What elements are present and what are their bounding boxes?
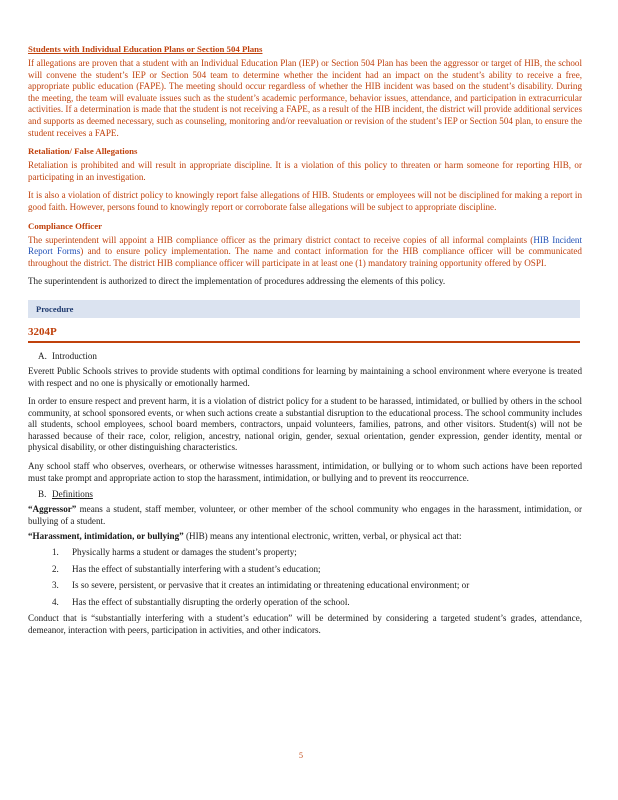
hib-criteria-list — [28, 547, 582, 608]
procedure-code: 3204P — [28, 318, 580, 343]
list-item-number: 3. — [52, 580, 59, 591]
list-item-text: Is so severe, persistent, or pervasive that it creates an intimidating or threatening educational environment; or — [72, 580, 470, 591]
section-a-heading — [28, 350, 582, 362]
document-page — [28, 44, 582, 637]
section-heading-compliance: Compliance Officer — [28, 220, 103, 231]
list-item-number: 2. — [52, 563, 59, 574]
intro-paragraph-2: In order to ensure respect and prevent harm, it is a violation of district policy for a student to be harassed, intimidated, or bullied by others in the school community, at school sponsored events, or when such actions create a substantial disruption to the educational process. The school community includes all students, school employees, school board members, contractors, unpaid volunteers, families, patrons, and other visitors. Student(s) will not be harassed because of their race, color, religion, ancestry, national origin, gender, sexual orientation, gender expression, gender identity, mental or physical disability, or other distinguishing characteristics. — [28, 396, 582, 453]
list-item-text: Has the effect of substantially disrupting the orderly operation of the school. — [72, 596, 350, 607]
section-a-letter: A. — [38, 350, 47, 361]
list-item-number: 4. — [52, 596, 59, 607]
hib-text: (HIB) means any intentional electronic, written, verbal, or physical act that: — [183, 531, 462, 542]
section-heading-iep: Students with Individual Education Plans or Section 504 Plans — [28, 44, 263, 54]
list-item — [28, 580, 582, 592]
superintendent-paragraph: The superintendent is authorized to direct the implementation of procedures addressing the elements of this policy. — [28, 276, 446, 287]
intro-paragraph-3: Any school staff who observes, overhears, or otherwise witnesses harassment, intimidation, or bullying or to whom such actions have been reported must take prompt and appropriate action to stop the harassment, intimidation, or bullying and to prevent its reoccurrence. — [28, 461, 582, 483]
list-item — [28, 564, 582, 576]
page-number: 5 — [299, 751, 303, 760]
section-b-title: Definitions — [52, 489, 93, 500]
aggressor-text: means a student, staff member, volunteer, or other member of the school community who engages in the harassment, intimidation, or bullying of a student. — [28, 504, 582, 526]
compliance-text-2: ) and to ensure policy implementation. The name and contact information for the HIB compliance officer will be communicated throughout the district. The district HIB compliance officer will participate in at least one (1) mandatory training opportunity offered by OSPI. — [28, 246, 582, 268]
section-a-title: Introduction — [52, 350, 97, 361]
compliance-paragraph — [28, 235, 582, 270]
section-b-heading — [28, 488, 582, 500]
section-b-letter: B. — [38, 489, 47, 500]
compliance-text-1: The superintendent will appoint a HIB compliance officer as the primary district contact to receive copies of all informal complaints ( — [28, 234, 534, 245]
hib-term: “Harassment, intimidation, or bullying” — [28, 531, 184, 542]
retaliation-paragraph-1: Retaliation is prohibited and will result in appropriate discipline. It is a violation of this policy to threaten or harm someone for reporting HIB, or participating in an investigation. — [28, 160, 582, 182]
retaliation-paragraph-2: It is also a violation of district policy to knowingly report false allegations of HIB. Students or employees will not be disciplined for making a report in good faith. However, persons found to knowingly report or corroborate false allegations will be subject to appropriate discipline. — [28, 190, 582, 212]
hib-incident-report-forms-link[interactable]: HIB Incident Report Forms — [28, 234, 582, 257]
procedure-bar: Procedure — [28, 300, 580, 318]
conduct-paragraph: Conduct that is “substantially interfering with a student’s education” will be determined by considering a targeted student’s grades, attendance, demeanor, interaction with peers, participation in activities, and other indicators. — [28, 613, 582, 635]
hib-definition — [28, 531, 582, 543]
intro-paragraph-1: Everett Public Schools strives to provide students with optimal conditions for learning by maintaining a school environment where everyone is treated with respect and no one is physically or emotionally harmed. — [28, 365, 582, 388]
section-heading-retaliation: Retaliation/ False Allegations — [28, 146, 138, 157]
aggressor-definition — [28, 504, 582, 527]
list-item — [28, 597, 582, 609]
list-item-text: Has the effect of substantially interfering with a student’s education; — [72, 563, 321, 574]
list-item — [28, 547, 582, 559]
list-item-number: 1. — [52, 547, 59, 558]
aggressor-term: “Aggressor” — [28, 504, 77, 515]
iep-paragraph: If allegations are proven that a student with an Individual Education Plan (IEP) or Section 504 Plan has been the aggressor or target of HIB, the school will convene the student’s IEP or Section 504 team to determine whether the incident had an impact on the student’s ability to receive a free, appropriate public education (FAPE). The meeting should occur regardless of whether the HIB incident was based on the student’s disability. During the meeting, the team will evaluate issues such as the student’s academic performance, behavior issues, attendance, and participation in extracurricular activities. If a determination is made that the student is not receiving a FAPE, as a result of the HIB incident, the district will provide additional services and supports as deemed necessary, such as counseling, monitoring and/or reevaluation or revision of the student’s IEP or Section 504 plan, to ensure the student receives a FAPE. — [28, 58, 582, 138]
list-item-text: Physically harms a student or damages the student’s property; — [72, 547, 297, 558]
